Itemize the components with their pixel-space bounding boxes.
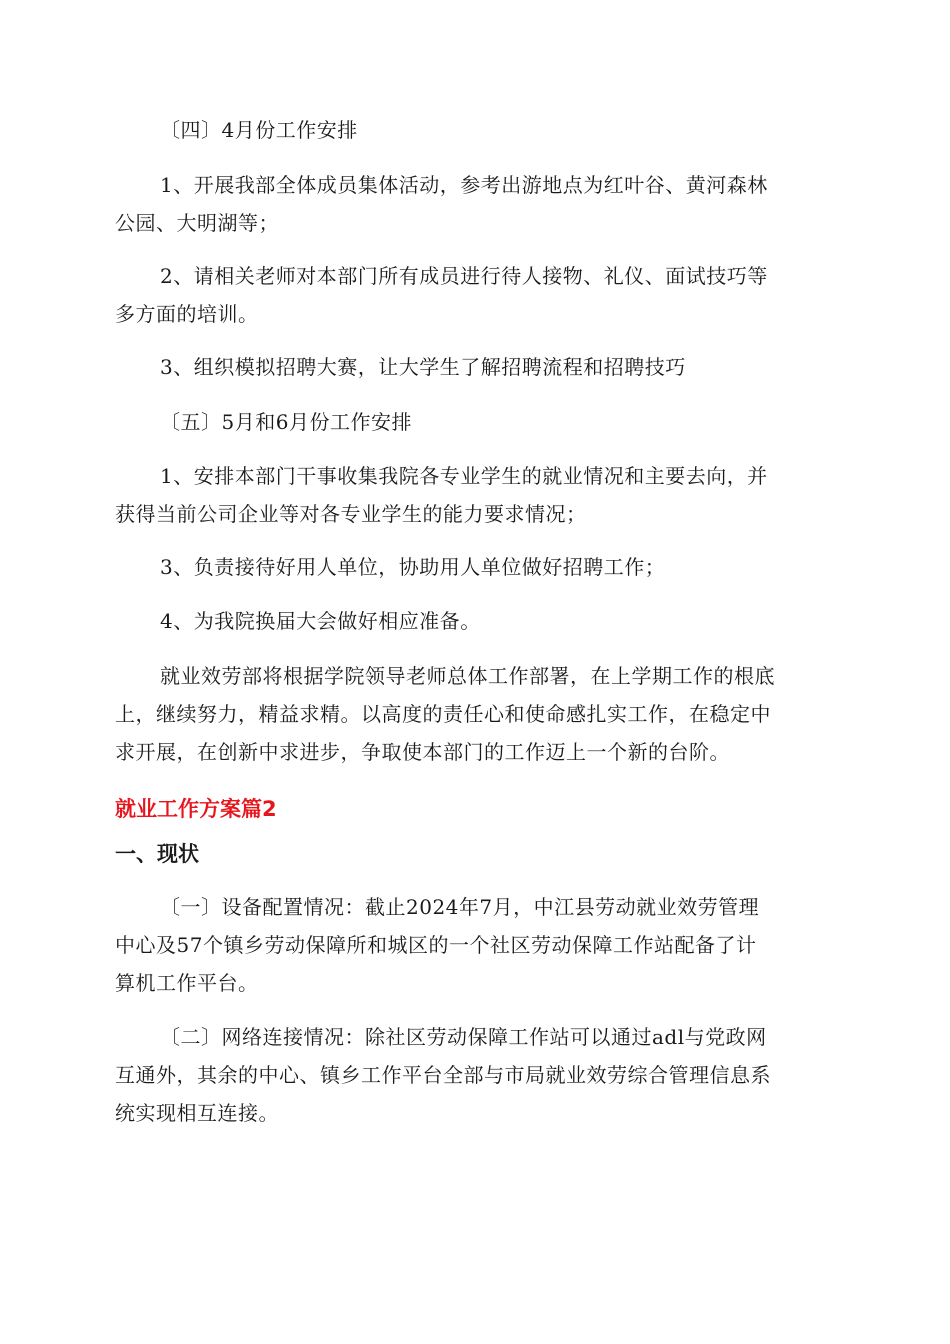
section4-item3: 3、组织模拟招聘大赛，让大学生了解招聘流程和招聘技巧 xyxy=(160,355,686,379)
conclusion-line2: 上，继续努力，精益求精。以高度的责任心和使命感扎实工作，在稳定中 xyxy=(115,702,771,726)
section5-item3: 3、负责接待好用人单位，协助用人单位做好招聘工作； xyxy=(160,555,666,579)
section4-item1-line2: 公园、大明湖等； xyxy=(115,211,279,235)
plan2-para1-line1: 〔一〕设备配置情况：截止2024年7月，中江县劳动就业效劳管理 xyxy=(160,895,760,919)
section5-item4: 4、为我院换届大会做好相应准备。 xyxy=(160,609,481,633)
section4-item2-line2: 多方面的培训。 xyxy=(115,302,259,326)
plan2-para2-line2: 互通外，其余的中心、镇乡工作平台全部与市局就业效劳综合管理信息系 xyxy=(115,1063,771,1087)
conclusion-line1: 就业效劳部将根据学院领导老师总体工作部署，在上学期工作的根底 xyxy=(160,664,775,688)
section5-title: 〔五〕5月和6月份工作安排 xyxy=(160,410,412,434)
plan2-heading: 就业工作方案篇2 xyxy=(115,797,277,821)
conclusion-line3: 求开展，在创新中求进步，争取使本部门的工作迈上一个新的台阶。 xyxy=(115,740,730,764)
plan2-para2-line3: 统实现相互连接。 xyxy=(115,1101,279,1125)
section5-item1-line1: 1、安排本部门干事收集我院各专业学生的就业情况和主要去向，并 xyxy=(160,464,768,488)
section5-item1-line2: 获得当前公司企业等对各专业学生的能力要求情况； xyxy=(115,502,587,526)
section4-item1-line1: 1、开展我部全体成员集体活动，参考出游地点为红叶谷、黄河森林 xyxy=(160,173,768,197)
plan2-para2-line1: 〔二〕网络连接情况：除社区劳动保障工作站可以通过adl与党政网 xyxy=(160,1025,767,1049)
plan2-subheading: 一、现状 xyxy=(115,842,199,866)
section4-item2-line1: 2、请相关老师对本部门所有成员进行待人接物、礼仪、面试技巧等 xyxy=(160,264,768,288)
plan2-para1-line2: 中心及57个镇乡劳动保障所和城区的一个社区劳动保障工作站配备了计 xyxy=(115,933,757,957)
plan2-para1-line3: 算机工作平台。 xyxy=(115,971,259,995)
section4-title: 〔四〕4月份工作安排 xyxy=(160,118,358,142)
